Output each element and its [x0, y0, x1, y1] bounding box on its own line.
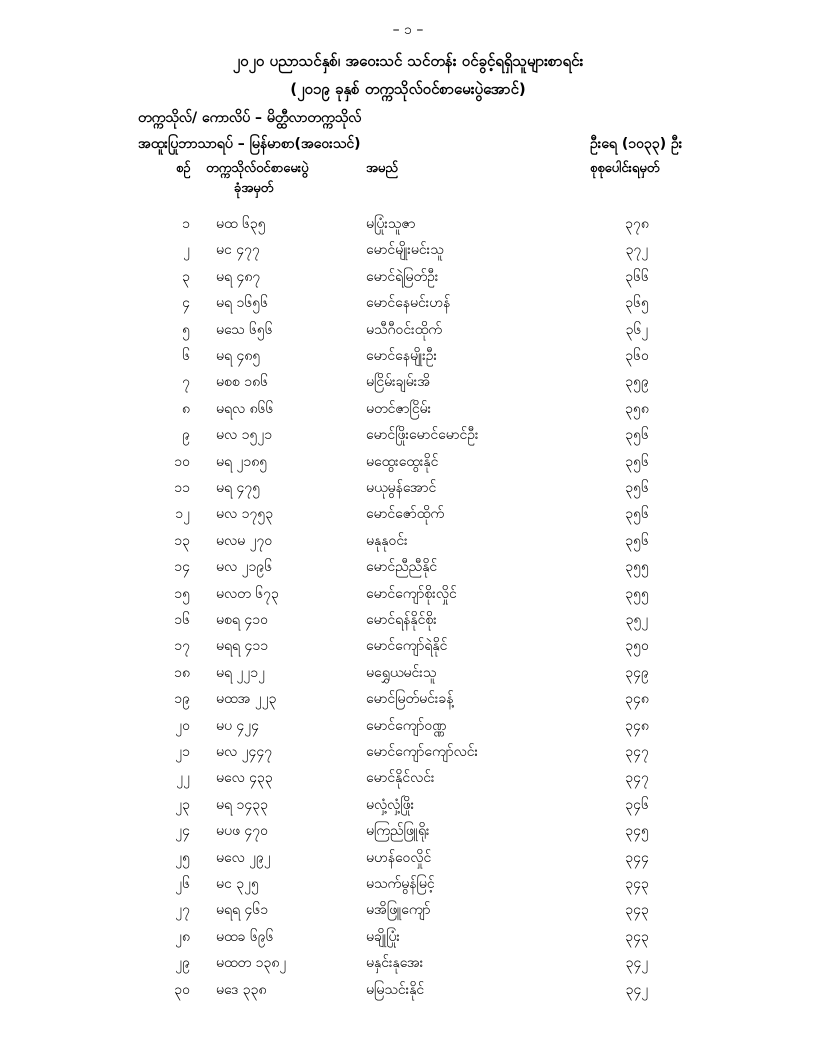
header-name: အမည် — [366, 161, 398, 176]
row-number: ၄ — [182, 295, 190, 312]
row-number: ၅ — [182, 321, 190, 338]
table-row — [0, 531, 816, 557]
header-marks: စုစုပေါင်းရမှတ် — [590, 161, 660, 176]
student-name: မရွှေယမင်းသူ — [366, 664, 437, 681]
row-number: ၁၈ — [174, 664, 190, 681]
total-marks: ၃၅၅ — [625, 585, 649, 602]
exam-number: မလ ၂၄၄၇ — [216, 744, 273, 760]
exam-number: မရလ ၈၆၆ — [216, 400, 274, 417]
exam-number: မရရ ၄၁၁ — [216, 638, 269, 655]
table-row — [0, 584, 816, 610]
table-row — [0, 504, 816, 530]
page-number: – ၁ – — [392, 22, 424, 38]
exam-number: မထအ ၂၂၃ — [216, 691, 277, 708]
table-row — [0, 716, 816, 742]
student-name: မသီဂီဝင်းထိုက် — [366, 321, 442, 338]
total-marks: ၃၅၂ — [625, 612, 649, 628]
exam-number: မထ ၆၃၅ — [216, 216, 266, 232]
total-marks: ၃၅၈ — [625, 400, 649, 417]
row-number: ၁၂ — [175, 506, 190, 523]
row-number: ၁ — [182, 216, 190, 232]
row-number: ၁၀ — [174, 453, 190, 470]
exam-number: မင ၄၇၇ — [216, 242, 260, 259]
exam-number: မပဖ ၄၇၀ — [216, 823, 269, 840]
table-row — [0, 240, 816, 266]
student-name: မတင်ဇာငြိမ်း — [366, 400, 432, 417]
table-row — [0, 980, 816, 1006]
total-marks: ၃၆၂ — [625, 321, 649, 338]
exam-number: မစရ ၄၁၀ — [216, 612, 268, 628]
table-row — [0, 795, 816, 821]
student-name: မောင်ရန်နိုင်စိုး — [366, 612, 437, 628]
student-name: မနှင်းနုအေး — [366, 955, 424, 972]
student-name: မအိဖြူကျော် — [366, 902, 431, 919]
row-number: ၂၄ — [175, 823, 190, 840]
total-marks: ၃၇၂ — [625, 242, 649, 259]
total-marks: ၃၅၅ — [625, 559, 649, 576]
student-name: မောင်နေမျိုးဦး — [366, 348, 438, 364]
exam-number: မထခ ၆၉၆ — [216, 928, 274, 945]
total-marks: ၃၅၆ — [625, 532, 649, 549]
student-name: မကြည်ဖြူရိုး — [366, 823, 430, 840]
table-row — [0, 927, 816, 953]
exam-number: မရ ၂၂၁၂ — [216, 664, 265, 681]
exam-number: မထတ ၁၃၈၂ — [216, 955, 287, 972]
table-row — [0, 821, 816, 847]
table-row — [0, 557, 816, 583]
total-marks: ၃၄၆ — [625, 796, 649, 813]
total-marks: ၃၄၃ — [625, 876, 649, 892]
exam-number: မလေ ၂၉၂ — [216, 849, 271, 866]
row-number: ၃၀ — [174, 981, 190, 998]
total-marks: ၃၅၉ — [625, 374, 649, 391]
row-number: ၂၇ — [175, 902, 190, 919]
table-row — [0, 452, 816, 478]
exam-number: မရ ၁၆၅၆ — [216, 295, 268, 312]
table-row — [0, 689, 816, 715]
exam-number: မလ ၂၁၉၆ — [216, 559, 273, 576]
exam-number: မလေ ၄၃၃ — [216, 770, 273, 787]
total-marks: ၃၅၀ — [625, 638, 649, 655]
student-name: မယုမွန်အောင် — [366, 480, 437, 496]
row-number: ၂၉ — [175, 955, 190, 972]
student-name: မပြုံးသူဇာ — [366, 216, 416, 232]
student-name: မောင်ကျော်ဝဏ္ဏ — [366, 717, 447, 734]
total-marks: ၃၄၄ — [625, 849, 649, 866]
table-row — [0, 848, 816, 874]
total-marks: ၃၄၉ — [625, 664, 649, 681]
total-marks: ၃၄၃ — [625, 902, 649, 919]
row-number: ၁၆ — [174, 612, 190, 628]
total-marks: ၃၄၈ — [625, 717, 649, 734]
table-row — [0, 425, 816, 451]
row-number: ၈ — [182, 400, 190, 417]
table-row — [0, 900, 816, 926]
header-exam-no: တက္ကသိုလ်ဝင်စာမေးပွဲ — [206, 161, 309, 176]
student-name: မောင်ဖြိုးမောင်မောင်ဦး — [366, 427, 479, 444]
quota-line: ဦးရေ (၁၀၃၃) ဦး — [590, 136, 683, 152]
student-name: မောင်ဇော်ထိုက် — [366, 506, 445, 523]
exam-number: မပ ၄၂၄ — [216, 717, 260, 734]
exam-number: မလမ ၂၇၀ — [216, 532, 273, 549]
row-number: ၁၁ — [174, 480, 190, 496]
row-number: ၂ — [183, 242, 190, 259]
total-marks: ၃၆၆ — [625, 268, 649, 285]
header-exam-no-line2: ခုံအမှတ် — [234, 181, 274, 196]
total-marks: ၃၆၀ — [625, 348, 649, 364]
student-name: မဟန်ဝေလှိုင် — [366, 849, 432, 866]
table-row — [0, 346, 816, 372]
row-number: ၃ — [182, 268, 190, 285]
row-number: ၇ — [182, 374, 190, 391]
row-number: ၂၈ — [175, 928, 190, 945]
exam-number: မဒေ ၃၃၈ — [216, 981, 267, 998]
row-number: ၆ — [182, 348, 190, 364]
total-marks: ၃၅၆ — [625, 506, 649, 523]
table-row — [0, 874, 816, 900]
table-row — [0, 478, 816, 504]
university-line: တက္ကသိုလ်/ ကောလိပ် – မိတ္ထီလာတက္ကသိုလ် — [138, 110, 362, 126]
row-number: ၁၃ — [174, 532, 190, 549]
exam-number: မရ ၄၈၅ — [216, 348, 261, 364]
student-name: မောင်နိုင်လင်း — [366, 770, 435, 787]
total-marks: ၃၄၅ — [625, 823, 649, 840]
student-name: မောင်ကျော်စိုးလှိုင် — [366, 585, 457, 602]
total-marks: ၃၄၇ — [625, 744, 649, 760]
table-row — [0, 663, 816, 689]
student-name: မမြသင်းနိုင် — [366, 981, 425, 998]
exam-number: မလ ၁၇၅၃ — [216, 506, 274, 523]
total-marks: ၃၄၃ — [625, 928, 649, 945]
table-row — [0, 293, 816, 319]
exam-number: မသေ ၆၅၆ — [216, 321, 273, 338]
row-number: ၁၅ — [174, 585, 190, 602]
student-name: မောင်ရဲမြတ်ဦး — [366, 268, 439, 285]
student-name: မောင်မျိုးမင်းသူ — [366, 242, 444, 259]
student-name: မငြိမ်းချမ်းအိ — [366, 374, 431, 391]
table-row — [0, 214, 816, 240]
student-name: မောင်မြတ်မင်းခန့် — [366, 691, 454, 708]
total-marks: ၃၆၅ — [625, 295, 649, 312]
exam-number: မရ ၄၇၅ — [216, 480, 261, 496]
exam-number: မလ ၁၅၂၁ — [216, 427, 273, 444]
table-row — [0, 768, 816, 794]
row-number: ၁၇ — [174, 638, 190, 655]
row-number: ၁၉ — [174, 691, 190, 708]
student-name: မထွေးထွေးနိုင် — [366, 453, 439, 470]
student-name: မနုနုဝင်း — [366, 532, 408, 549]
total-marks: ၃၇၈ — [625, 216, 649, 232]
student-name: မလှံ့လှံ့ဖြိုး — [366, 796, 415, 813]
total-marks: ၃၅၆ — [625, 453, 649, 470]
table-row — [0, 953, 816, 979]
table-row — [0, 320, 816, 346]
student-name: မောင်ကျော်ကျော်လင်း — [366, 744, 479, 760]
row-number: ၂၃ — [175, 796, 190, 813]
exam-number: မင ၃၂၅ — [216, 876, 259, 892]
table-row — [0, 372, 816, 398]
major-line: အထူးပြုဘာသာရပ် – မြန်မာစာ(အဝေးသင်) — [138, 136, 361, 152]
row-number: ၂၅ — [175, 849, 190, 866]
student-name: မောင်နေမင်းဟန် — [366, 295, 451, 312]
total-marks: ၃၅၆ — [625, 427, 649, 444]
row-number: ၂၂ — [176, 770, 190, 787]
table-row — [0, 610, 816, 636]
exam-number: မရ ၂၁၈၅ — [216, 453, 268, 470]
exam-number: မစစ ၁၈၆ — [216, 374, 268, 391]
exam-number: မရ ၁၄၃၃ — [216, 796, 268, 813]
exam-number: မလတ ၆၇၃ — [216, 585, 279, 602]
table-row — [0, 399, 816, 425]
header-no: စဉ် — [176, 161, 191, 176]
row-number: ၂၀ — [175, 717, 190, 734]
total-marks: ၃၄၇ — [625, 770, 649, 787]
table-row — [0, 267, 816, 293]
document-title: ၂၀၂၀ ပညာသင်နှစ်၊ အဝေးသင် သင်တန်း ဝင်ခွင့်ရရှိသူများစာရင်း — [232, 52, 584, 70]
student-name: မသက်မွန်မြင့် — [366, 876, 435, 892]
exam-number: မရရ ၄၆၁ — [216, 902, 269, 919]
table-row — [0, 742, 816, 768]
student-name: မောင်ကျော်ရဲနိုင် — [366, 638, 448, 655]
row-number: ၁၄ — [174, 559, 190, 576]
student-name: မောင်ညီညီနိုင် — [366, 559, 438, 576]
student-name: မချိုပြုံး — [366, 928, 400, 945]
total-marks: ၃၄၈ — [625, 691, 649, 708]
document-subtitle: (၂၀၁၉ ခုနှစ် တက္ကသိုလ်ဝင်စာမေးပွဲအောင်) — [290, 80, 526, 98]
table-row — [0, 636, 816, 662]
exam-number: မရ ၄၈၇ — [216, 268, 261, 285]
total-marks: ၃၄၂ — [625, 981, 649, 998]
row-number: ၂၆ — [175, 876, 190, 892]
row-number: ၉ — [182, 427, 190, 444]
total-marks: ၃၅၆ — [625, 480, 649, 496]
total-marks: ၃၄၂ — [625, 955, 649, 972]
row-number: ၂၁ — [175, 744, 190, 760]
